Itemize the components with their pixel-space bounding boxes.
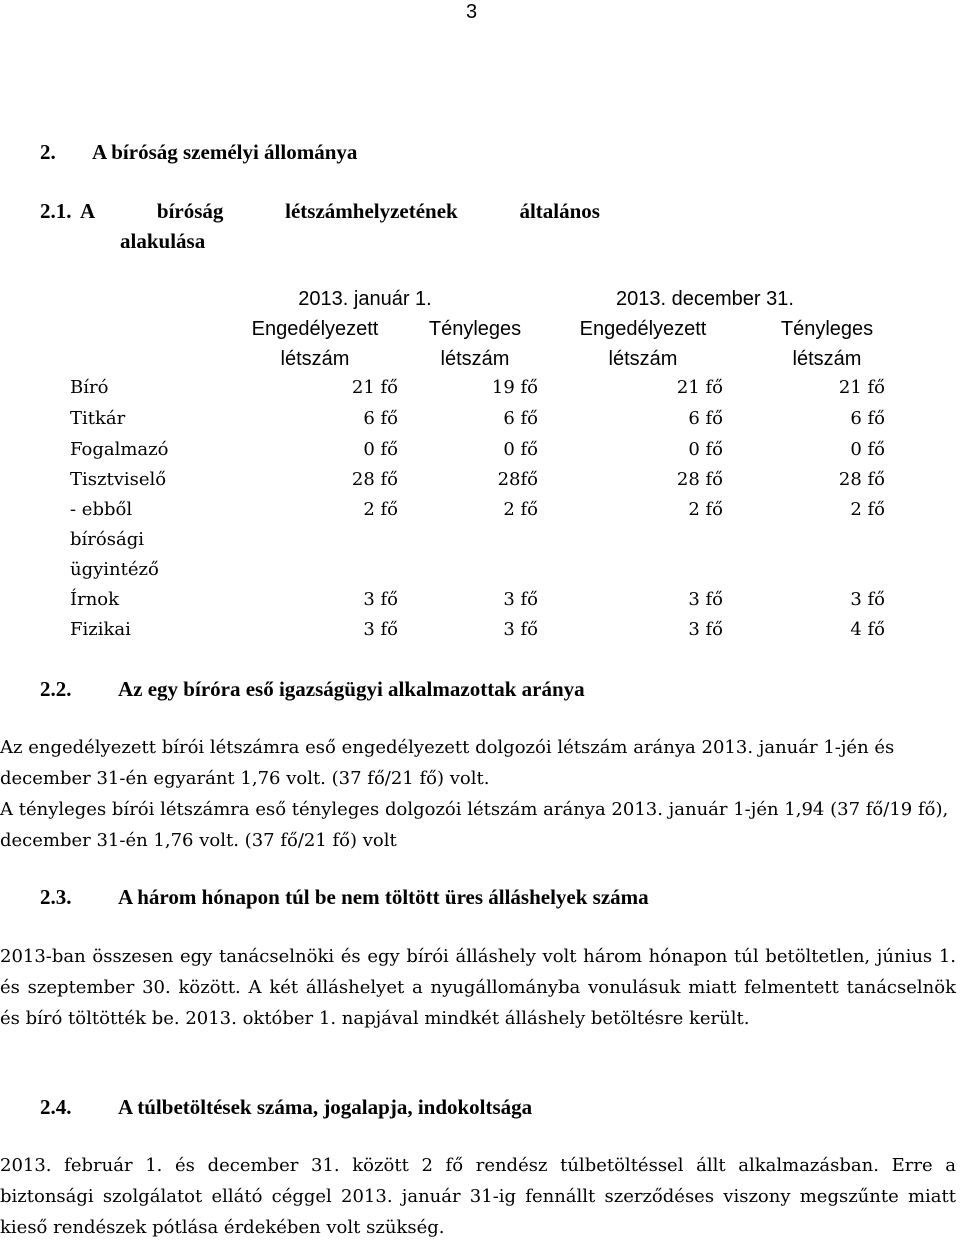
row-label: Bíró <box>70 377 109 398</box>
table-cell: 3 fő <box>503 589 538 610</box>
table-cell: 6 fő <box>503 408 538 429</box>
table-cell: 3 fő <box>688 589 723 610</box>
section-2-title: A bíróság személyi állománya <box>92 140 358 164</box>
header-line: létszám <box>280 348 350 370</box>
section-2-4-number: 2.4. <box>40 1095 72 1119</box>
table-cell: 21 fő <box>838 377 885 398</box>
table-cell: 19 fő <box>491 377 538 398</box>
header-line: Engedélyezett <box>579 318 707 340</box>
paragraph: 2013-ban összesen egy tanácselnöki és egy bírói álláshely volt három hónapon túl betöltetlen, június 1. és szeptember 30. között. A két álláshelyet a nyugállományba vonulásuk miatt felmentett tanácselnök és bíró töltötték be. 2013. október 1. napjával mindkét álláshely betöltésre került. <box>0 946 956 1029</box>
section-2-2-number: 2.2. <box>40 677 72 701</box>
row-label: Írnok <box>70 589 120 610</box>
table-cell: 2 fő <box>503 499 538 520</box>
table-cell: 6 fő <box>363 408 398 429</box>
header-line: létszám <box>440 348 510 370</box>
section-2-number: 2. <box>40 140 56 164</box>
row-label: Titkár <box>70 408 126 429</box>
table-cell: 3 fő <box>850 589 885 610</box>
paragraph: Az engedélyezett bírói létszámra eső engedélyezett dolgozói létszám aránya 2013. január 1-jén és december 31-én egyaránt 1,76 volt. (37 fő/21 fő) volt. <box>0 737 895 789</box>
paragraph: 2013. február 1. és december 31. között 2 fő rendész túlbetöltéssel állt alkalmazásban. Erre a biztonsági szolgálatot ellátó céggel 2013. január 31-ig fennállt szerződéses viszony megszűnte miatt kieső rendészek pótlása érdekében volt szükség. <box>0 1155 956 1238</box>
section-2-2-title: Az egy bíróra eső igazságügyi alkalmazottak aránya <box>118 677 585 701</box>
header-line: Tényleges <box>780 318 874 340</box>
column-header-actual-2 <box>752 314 902 374</box>
table-cell: 6 fő <box>688 408 723 429</box>
table-cell: 2 fő <box>363 499 398 520</box>
table-cell: 28 fő <box>676 469 723 490</box>
column-header-authorized-2 <box>553 314 733 374</box>
row-label: - ebből <box>70 499 133 520</box>
row-label: Fizikai <box>70 619 131 640</box>
table-cell: 4 fő <box>850 619 885 640</box>
section-2-1-title-line1 <box>80 196 600 226</box>
section-2-3-title: A három hónapon túl be nem töltött üres álláshelyek száma <box>118 885 649 909</box>
title-word: bíróság <box>156 199 224 223</box>
column-header-actual-1 <box>405 314 545 374</box>
table-cell: 2 fő <box>688 499 723 520</box>
page-number: 3 <box>466 1 478 23</box>
period-header-january: 2013. január 1. <box>298 288 432 310</box>
header-line: Tényleges <box>428 318 522 340</box>
table-cell: 6 fő <box>850 408 885 429</box>
table-cell: 3 fő <box>688 619 723 640</box>
section-2-4-body <box>0 1150 956 1243</box>
table-cell: 0 fő <box>688 439 723 460</box>
paragraph: A tényleges bírói létszámra eső tényleges dolgozói létszám aránya 2013. január 1-jén 1,94 (37 fő/19 fő), december 31-én 1,76 volt. (37 fő/21 fő) volt <box>0 799 949 851</box>
section-2-1-number: 2.1. <box>40 199 72 223</box>
header-line: Engedélyezett <box>251 318 379 340</box>
table-cell: 21 fő <box>676 377 723 398</box>
title-word: létszámhelyzetének <box>285 199 458 223</box>
section-2-1-title-line2: alakulása <box>120 229 206 253</box>
row-label: Fogalmazó <box>70 439 169 460</box>
section-2-2-body <box>0 732 956 856</box>
row-label: Tisztviselő <box>70 469 167 490</box>
table-cell: 21 fő <box>351 377 398 398</box>
header-line: létszám <box>792 348 862 370</box>
table-cell: 3 fő <box>503 619 538 640</box>
section-2-3-body <box>0 941 956 1034</box>
row-label-continued: ügyintéző <box>70 559 159 580</box>
table-cell: 28 fő <box>351 469 398 490</box>
table-cell: 2 fő <box>850 499 885 520</box>
column-header-authorized-1 <box>225 314 405 374</box>
section-2-3-number: 2.3. <box>40 885 72 909</box>
table-cell: 0 fő <box>363 439 398 460</box>
table-cell: 3 fő <box>363 619 398 640</box>
row-label-continued: bírósági <box>70 529 144 550</box>
period-header-december: 2013. december 31. <box>616 288 794 310</box>
title-word: általános <box>519 199 600 223</box>
header-line: létszám <box>608 348 678 370</box>
table-cell: 0 fő <box>850 439 885 460</box>
section-2-1-heading <box>40 196 600 260</box>
table-cell: 28 fő <box>838 469 885 490</box>
title-word: A <box>80 199 96 223</box>
table-cell: 28fő <box>497 469 538 490</box>
table-cell: 0 fő <box>503 439 538 460</box>
section-2-4-title: A túlbetöltések száma, jogalapja, indokoltsága <box>118 1095 533 1119</box>
table-cell: 3 fő <box>363 589 398 610</box>
